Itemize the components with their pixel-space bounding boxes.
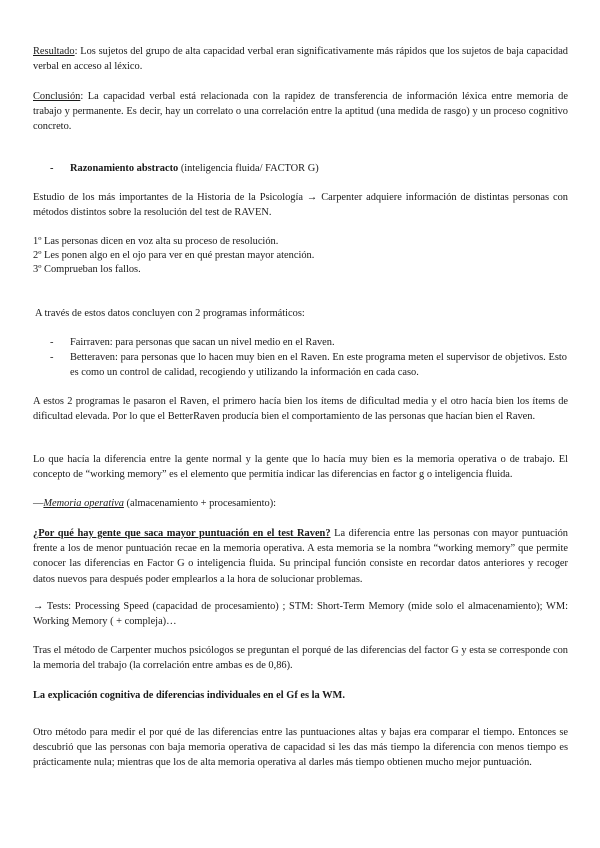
paragraph-memoria-operativa bbox=[33, 496, 276, 511]
list-bullet: - bbox=[50, 352, 54, 363]
conclusion-label: Conclusión bbox=[33, 91, 81, 102]
resultado-label: Resultado bbox=[33, 46, 75, 57]
list-item-betteraven: Betteraven: para personas que lo hacen muy bien en el Raven. En este programa meten el supervisor de objetivos. Esto es como un control de calidad, recogiendo y utilizando la información en cada caso. bbox=[70, 352, 567, 379]
paragraph-conclusion bbox=[33, 89, 568, 135]
step-2: 2º Les ponen algo en el ojo para ver en qué prestan mayor atención. bbox=[33, 250, 315, 261]
resultado-text: : Los sujetos del grupo de alta capacidad verbal eran significativamente más rápidos que los sujetos de baja capacidad verbal en acceso al léxico. bbox=[33, 46, 568, 73]
paragraph-tras: Tras el método de Carpenter muchos psicólogos se preguntan el porqué de las diferencias del factor G y esta se corresponde con la memoria del trabajo (la correlación entre ambas es de 0,86). bbox=[33, 645, 568, 672]
porque-text: La diferencia entre las personas con mayor puntuación frente a los de menor puntuación recae en la memoria operativa. A esta memoria se la nombra “working memory” que permite conocer las diferencias en Factor G o inteligencia fluida. Su principal función consiste en recordar datos anteriores y recoger datos nuevos para después poder emplearlos a la hora de solucionar problemas. bbox=[33, 528, 568, 585]
heading-bullet: - bbox=[50, 163, 54, 174]
paragraph-porque bbox=[33, 526, 568, 587]
heading-title: Razonamiento abstracto bbox=[70, 163, 179, 174]
step-1: 1º Las personas dicen en voz alta su proceso de resolución. bbox=[33, 236, 279, 247]
paragraph-otro-metodo: Otro método para medir el por qué de las diferencias entre las puntuaciones altas y bajas era comparar el tiempo. Entonces se descubrió que las personas con baja memoria operativa de capacidad si les das más tiempo la diferencia con menos tiempo es prácticamente nula; mientras que los de alta memoria operativa al darles más tiempo obtienen mucho mejor puntuación. bbox=[33, 727, 568, 769]
list-bullet: - bbox=[50, 337, 54, 348]
memoria-term: Memoria operativa bbox=[43, 498, 124, 509]
paragraph-tests: → Tests: Processing Speed (capacidad de procesamiento) ; STM: Short-Term Memory (mide solo el almacenamiento); WM: Working Memory ( + compleja)… bbox=[33, 601, 568, 628]
porque-question: ¿Por qué hay gente que saca mayor puntuación en el test Raven? bbox=[33, 528, 331, 539]
list-item-fairraven: Fairraven: para personas que sacan un nivel medio en el Raven. bbox=[70, 337, 335, 348]
paragraph-estos-2: A estos 2 programas le pasaron el Raven, el primero hacía bien los ítems de dificultad media y el otro hacía bien los ítems de dificultad elevada. Por lo que el BetterRaven producía bien el comportamiento de las personas que hacían bien el Raven. bbox=[33, 396, 568, 423]
paragraph-traves: A través de estos datos concluyen con 2 programas informáticos: bbox=[35, 308, 305, 319]
heading-explicacion: La explicación cognitiva de diferencias individuales en el Gf es la WM. bbox=[33, 690, 345, 701]
paragraph-estudio: Estudio de los más importantes de la Historia de la Psicología → Carpenter adquiere información de distintas personas con métodos distintos sobre la resolución del test de RAVEN. bbox=[33, 192, 568, 219]
memoria-rest: (almacenamiento + procesamiento): bbox=[123, 498, 277, 509]
step-3: 3º Comprueban los fallos. bbox=[33, 264, 141, 275]
memoria-prefix: — bbox=[33, 498, 44, 509]
heading-text bbox=[70, 161, 319, 176]
conclusion-text: : La capacidad verbal está relacionada con la rapidez de transferencia de información léxica entre memoria de trabajo y permanente. Es decir, hay un correlato o una correlación entre la aptitud (una medida de rasgo) y un proceso cognitivo concreto. bbox=[33, 91, 568, 133]
paragraph-resultado bbox=[33, 44, 568, 74]
heading-rest: (inteligencia fluida/ FACTOR G) bbox=[178, 163, 319, 174]
paragraph-diferencia: Lo que hacía la diferencia entre la gente normal y la gente que lo hacía muy bien es la memoria operativa o de trabajo. El concepto de “working memory” es el elemento que permitía indicar las diferencias en factor g o inteligencia fluida. bbox=[33, 454, 568, 481]
